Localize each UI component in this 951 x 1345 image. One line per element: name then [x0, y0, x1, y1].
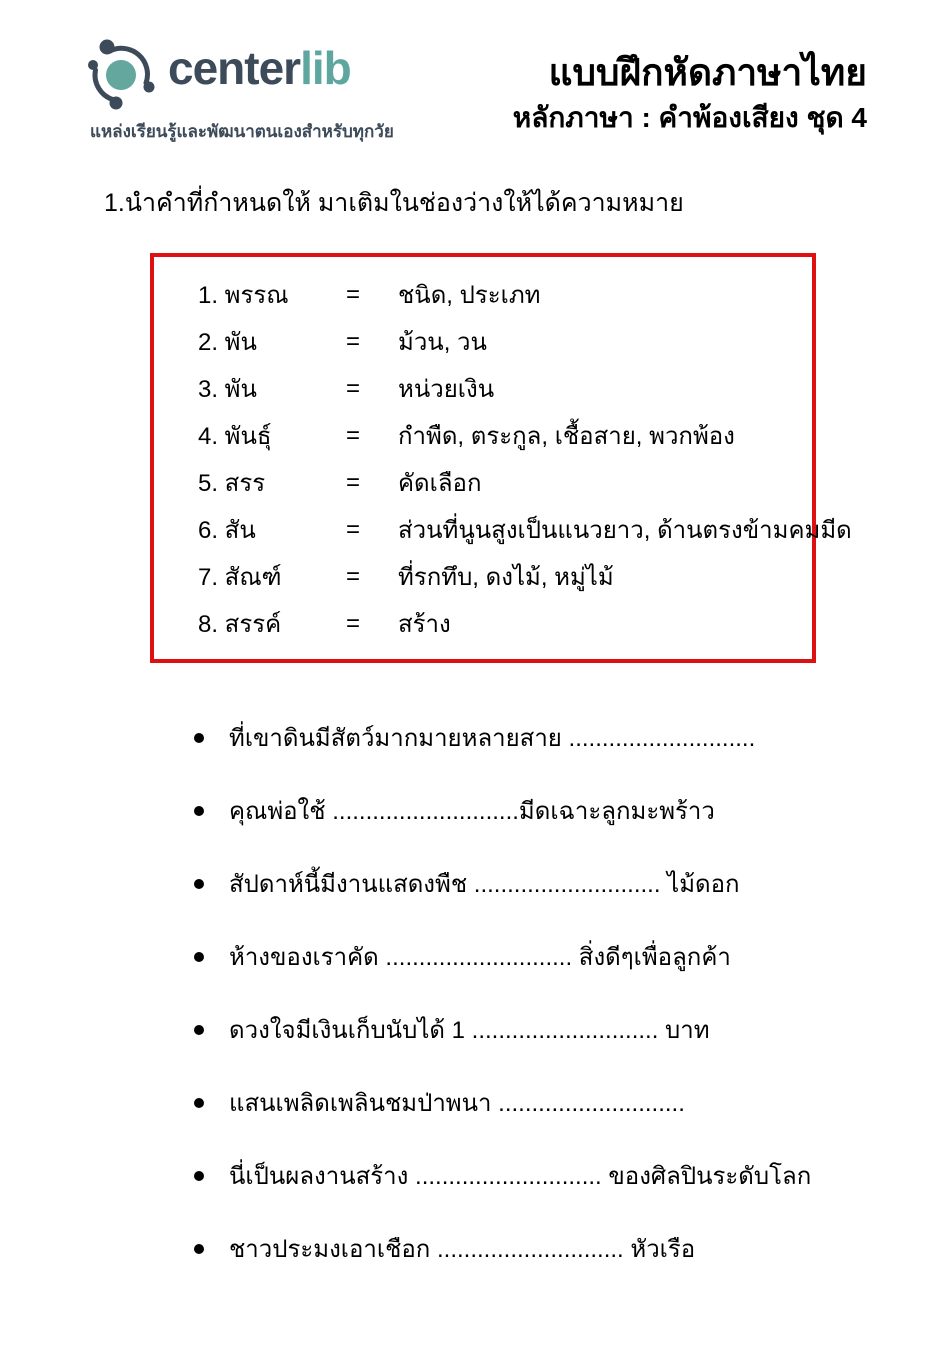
exercise-item [194, 722, 914, 753]
vocab-word: 1. พรรณ [198, 282, 289, 309]
logo-text-center: center [168, 42, 301, 94]
exercise-sentence: คุณพ่อใช้ ............................มีดเฉาะลูกมะพร้าว [229, 798, 715, 825]
exercise-sentence: ห้างของเราคัด ............................ สิ่งดีๆเพื่อลูกค้า [229, 944, 731, 971]
exercise-sentence: นี่เป็นผลงานสร้าง ............................ ของศิลปินระดับโลก [229, 1163, 812, 1190]
vocab-meaning: กำพืด, ตระกูล, เชื้อสาย, พวกพ้อง [398, 423, 735, 450]
instruction-text: 1.นำคำที่กำหนดให้ มาเติมในช่องว่างให้ได้ความหมาย [104, 189, 684, 217]
equals-sign: = [346, 468, 361, 496]
vocabulary-row [198, 412, 802, 459]
centerlib-logo-icon [86, 34, 160, 112]
vocabulary-row [198, 365, 802, 412]
vocabulary-row [198, 553, 802, 600]
bullet-icon [194, 806, 204, 816]
page-title: แบบฝึกหัดภาษาไทย [548, 52, 867, 93]
exercise-sentence: ที่เขาดินมีสัตว์มากมายหลายสาย ............................ [229, 725, 756, 752]
vocab-meaning: ชนิด, ประเภท [398, 282, 541, 309]
bullet-icon [194, 952, 204, 962]
bullet-icon [194, 879, 204, 889]
title-block [513, 50, 867, 140]
vocab-meaning: ม้วน, วน [398, 329, 487, 356]
bullet-icon [194, 733, 204, 743]
exercise-item [194, 868, 914, 899]
exercise-item [194, 795, 914, 826]
vocab-meaning: คัดเลือก [398, 470, 482, 497]
equals-sign: = [346, 609, 361, 637]
exercise-list [194, 722, 914, 1306]
vocabulary-row [198, 271, 802, 318]
equals-sign: = [346, 421, 361, 449]
exercise-sentence: แสนเพลิดเพลินชมป่าพนา ............................ [229, 1090, 685, 1117]
bullet-icon [194, 1098, 204, 1108]
bullet-icon [194, 1171, 204, 1181]
vocab-meaning: สร้าง [398, 611, 451, 638]
vocab-word: 4. พันธุ์ [198, 423, 272, 450]
vocabulary-row [198, 318, 802, 365]
vocab-word: 6. สัน [198, 517, 256, 544]
bullet-icon [194, 1025, 204, 1035]
vocab-meaning: ที่รกทึบ, ดงไม้, หมู่ไม้ [398, 564, 614, 591]
vocab-meaning: ส่วนที่นูนสูงเป็นแนวยาว, ด้านตรงข้ามคมมีด [398, 517, 852, 544]
vocabulary-row [198, 600, 802, 647]
vocab-meaning: หน่วยเงิน [398, 376, 495, 403]
logo-wordmark [168, 42, 351, 101]
vocab-word: 2. พัน [198, 329, 257, 356]
exercise-item [194, 1160, 914, 1191]
equals-sign: = [346, 515, 361, 543]
vocab-word: 5. สรร [198, 470, 266, 497]
vocab-word: 7. สัณฑ์ [198, 564, 282, 591]
vocabulary-row [198, 459, 802, 506]
vocabulary-box [150, 253, 852, 663]
exercise-sentence: สัปดาห์นี้มีงานแสดงพืช ............................ ไม้ดอก [229, 871, 740, 898]
exercise-sentence: ดวงใจมีเงินเก็บนับได้ 1 ............................ บาท [229, 1017, 710, 1044]
logo-tagline: แหล่งเรียนรู้และพัฒนาตนเองสำหรับทุกวัย [90, 122, 394, 141]
vocab-word: 8. สรรค์ [198, 611, 282, 638]
exercise-sentence: ชาวประมงเอาเชือก ............................ หัวเรือ [229, 1236, 696, 1263]
vocabulary-row [198, 506, 852, 553]
exercise-item [194, 1233, 914, 1264]
logo [86, 34, 351, 112]
vocab-word: 3. พัน [198, 376, 257, 403]
exercise-item [194, 941, 914, 972]
page-subtitle: หลักภาษา : คำพ้องเสียง ชุด 4 [512, 102, 867, 134]
vocabulary-list [154, 257, 852, 647]
exercise-item [194, 1014, 914, 1045]
equals-sign: = [346, 562, 361, 590]
exercise-item [194, 1087, 914, 1118]
logo-text-lib: lib [300, 42, 351, 94]
bullet-icon [194, 1244, 204, 1254]
equals-sign: = [346, 280, 361, 308]
equals-sign: = [346, 327, 361, 355]
equals-sign: = [346, 374, 361, 402]
